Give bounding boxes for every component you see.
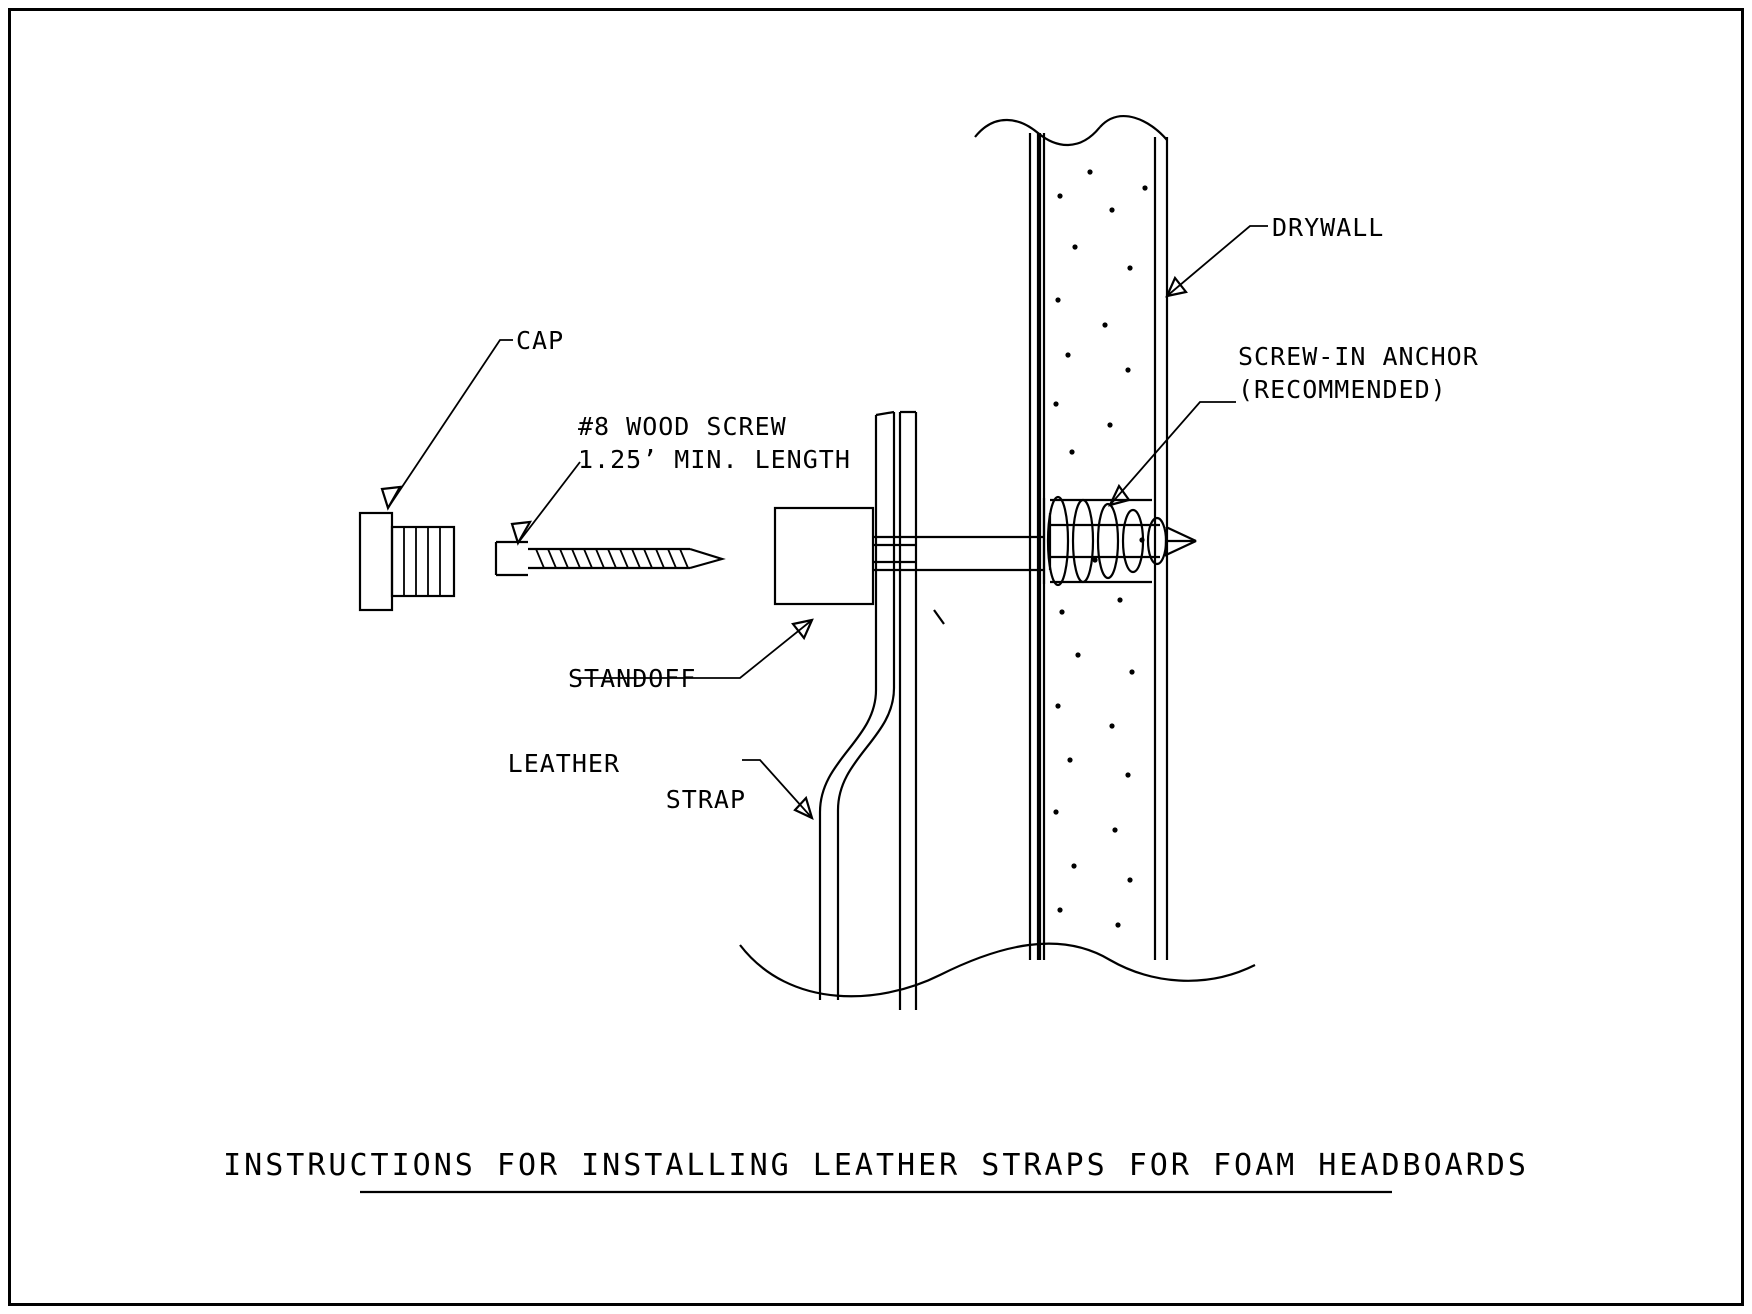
label-leather-strap-line1: LEATHER — [507, 749, 620, 778]
label-anchor-line2: (RECOMMENDED) — [1238, 375, 1447, 404]
screw-in-anchor-graphic — [1044, 497, 1196, 585]
drywall-graphic — [740, 116, 1255, 996]
label-wood-screw-line1: #8 WOOD SCREW — [578, 412, 787, 441]
label-drywall: DRYWALL — [1272, 213, 1385, 242]
label-wood-screw-line2: 1.25’ MIN. LENGTH — [578, 445, 851, 474]
label-anchor-line1: SCREW-IN ANCHOR — [1238, 342, 1479, 371]
label-cap: CAP — [516, 326, 565, 355]
drawing-title: INSTRUCTIONS FOR INSTALLING LEATHER STRAPS FOR FOAM HEADBOARDS — [223, 1148, 1529, 1183]
leader-lines — [382, 226, 1268, 818]
label-leather-strap-line2: STRAP — [665, 785, 746, 814]
standoff-graphic — [775, 508, 1044, 604]
leather-strap-graphic — [820, 412, 944, 1010]
label-standoff: STANDOFF — [568, 664, 697, 693]
wood-screw-graphic — [496, 542, 722, 575]
cap-graphic — [360, 513, 454, 610]
